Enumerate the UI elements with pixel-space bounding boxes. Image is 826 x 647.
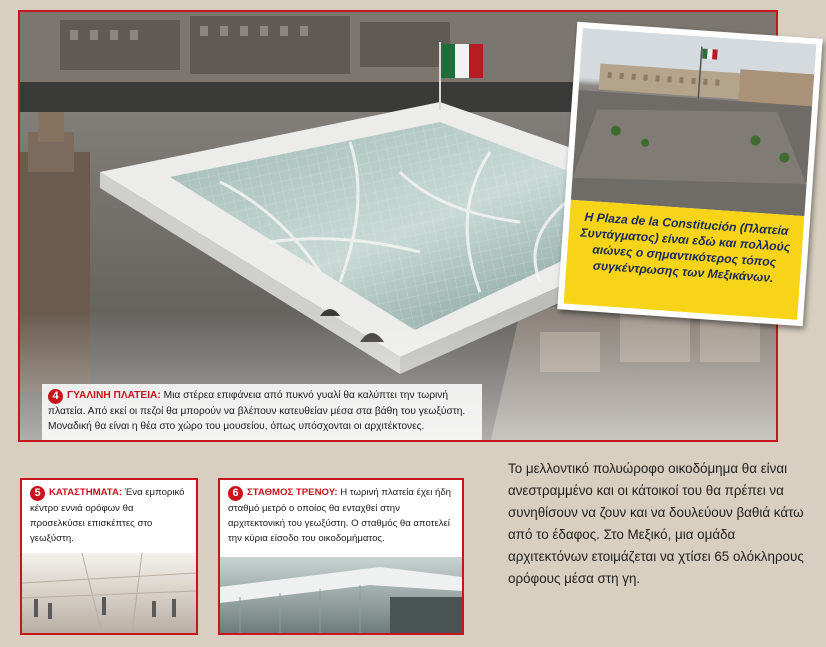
card-train-text-block	[220, 480, 462, 551]
inset-caption: Η Plaza de la Constitución (Πλατεία Συντάγματος) είναι εδώ και πολλούς αιώνες ο σημαντικότερος τόπος συγκέντρωσης των Μεξικάνων.	[564, 200, 805, 320]
card-shops-text: Ένα εμπορικό κέντρο εννιά ορόφων θα προσελκύσει επισκέπτες στο γεωξύστη.	[30, 487, 185, 544]
plaza-photo	[571, 28, 816, 216]
caption-text: Μια στέρεα επιφάνεια από πυκνό γυαλί θα καλύπτει την τωρινή πλατεία. Από εκεί οι πεζοί θα μπορούν να βλέπουν κατευθείαν μέσα στα βάθη του γεωξύστη. Μοναδική θα είναι η θέα στο χώρο του μουσείου, όπως υπόσχονται οι αρχιτέκτονες.	[48, 390, 466, 432]
card-train-text: Η τωρινή πλατεία έχει ήδη σταθμό μετρό ο οποίος θα ενταχθεί στην αρχιτεκτονική του γεωξύστη. Ο σταθμός θα αποτελεί την κύρια είσοδο του οικοδομήματος.	[228, 487, 451, 544]
card-train-station	[218, 478, 464, 635]
caption-glass-plaza	[42, 384, 482, 442]
card-shops	[20, 478, 198, 635]
shops-interior-image	[22, 553, 196, 633]
inset-plaza-photo-card	[557, 22, 822, 326]
card-train-number-badge: 6	[228, 486, 243, 501]
card-shops-title: ΚΑΤΑΣΤΗΜΑΤΑ:	[49, 487, 123, 498]
card-shops-text-block	[22, 480, 196, 551]
train-station-image	[220, 557, 462, 633]
card-shops-number-badge: 5	[30, 486, 45, 501]
caption-title: ΓΥΑΛΙΝΗ ΠΛΑΤΕΙΑ:	[67, 390, 161, 401]
caption-number-badge: 4	[48, 389, 63, 404]
article-body-text: Το μελλοντικό πολυώροφο οικοδόμημα θα είναι ανεστραμμένο και οι κάτοικοί του θα πρέπει να συνηθίσουν να ζουν και να δουλεύουν βαθιά κάτω από το έδαφος. Στο Μεξικό, μια ομάδα αρχιτεκτόνων ετοιμάζεται να χτίσει 65 ολόκληρους ορόφους μέσα στη γη.	[508, 461, 804, 586]
card-train-title: ΣΤΑΘΜΟΣ ΤΡΕΝΟΥ:	[247, 487, 338, 498]
